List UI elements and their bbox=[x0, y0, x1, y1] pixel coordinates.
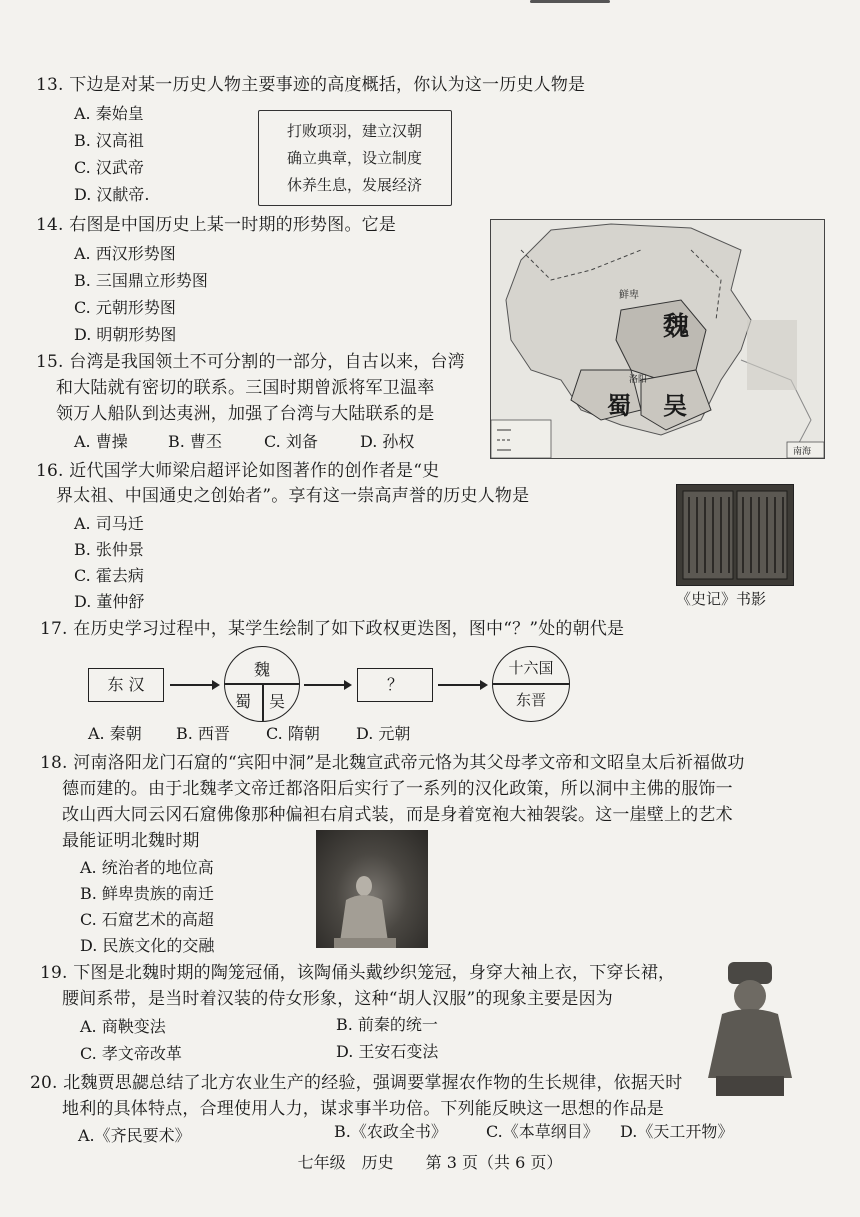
q17-option-a: A. 秦朝 bbox=[88, 724, 142, 743]
q17-option-d: D. 元朝 bbox=[356, 724, 411, 743]
book-left-page bbox=[683, 491, 733, 579]
q18-option-c: C. 石窟艺术的高超 bbox=[80, 910, 214, 929]
flow-box-question: ？ bbox=[357, 668, 433, 702]
figurine-base bbox=[716, 1076, 784, 1096]
q13-option-c: C. 汉武帝 bbox=[74, 158, 144, 177]
q17-option-b: B. 西晋 bbox=[176, 724, 230, 743]
q16-option-a: A. 司马迁 bbox=[74, 514, 144, 533]
map-legend bbox=[491, 420, 551, 458]
q13-box-line-2: 确立典章，设立制度 bbox=[287, 149, 423, 167]
q18-option-a: A. 统治者的地位高 bbox=[80, 858, 214, 877]
map-label-shu: 蜀 bbox=[607, 391, 631, 420]
q19-option-a: A. 商鞅变法 bbox=[80, 1017, 166, 1036]
flow-circle-dongjin bbox=[492, 646, 570, 722]
q13-box-line-3: 休养生息，发展经济 bbox=[287, 176, 423, 194]
q13-stem: 13. 下边是对某一历史人物主要事迹的高度概括，你认为这一历史人物是 bbox=[36, 75, 586, 95]
q14-option-d: D. 明朝形势图 bbox=[74, 325, 177, 344]
map-label-luoyang: 洛阳 bbox=[629, 375, 648, 385]
q13-summary-box bbox=[258, 110, 452, 206]
q18-line-4: 最能证明北魏时期 bbox=[62, 831, 200, 851]
flow-label-dongjin: 东晋 bbox=[515, 691, 546, 709]
q15-line-3: 领万人船队到达夷洲，加强了台湾与大陆联系的是 bbox=[56, 404, 435, 424]
q16-option-d: D. 董仲舒 bbox=[74, 592, 145, 611]
map-drawing bbox=[491, 220, 824, 458]
q16-line-1: 16. 近代国学大师梁启超评论如图著作的创作者是“史 bbox=[36, 461, 440, 481]
q19-option-b: B. 前秦的统一 bbox=[336, 1015, 438, 1034]
flow-label-sixteen: 十六国 bbox=[508, 659, 554, 677]
q13-option-a: A. 秦始皇 bbox=[74, 104, 144, 123]
book-right-page bbox=[737, 491, 787, 579]
map-label-wei: 魏 bbox=[663, 312, 690, 342]
circle-divider-v bbox=[262, 683, 264, 721]
q15-line-2: 和大陆就有密切的联系。三国时期曾派将军卫温率 bbox=[56, 378, 435, 398]
map-label-wu: 吴 bbox=[663, 391, 687, 420]
flow-label-wu: 吴 bbox=[269, 692, 286, 711]
q13-option-d: D. 汉献帝. bbox=[74, 185, 150, 204]
buddha-head bbox=[356, 876, 372, 896]
q18-line-1: 18. 河南洛阳龙门石窟的“宾阳中洞”是北魏宣武帝元恪为其父母孝文帝和文昭皇太后祈福做功 bbox=[40, 753, 745, 773]
q16-line-2: 界太祖、中国通史之创始者”。享有这一崇高声誉的历史人物是 bbox=[56, 486, 530, 506]
q13-option-b: B. 汉高祖 bbox=[74, 131, 144, 150]
q20-option-d: D.《天工开物》 bbox=[620, 1122, 734, 1141]
flow-label-shu: 蜀 bbox=[235, 692, 252, 711]
q14-option-c: C. 元朝形势图 bbox=[74, 298, 176, 317]
q19-option-c: C. 孝文帝改革 bbox=[80, 1044, 182, 1063]
q20-option-c: C.《本草纲目》 bbox=[486, 1122, 599, 1141]
q16-option-c: C. 霍去病 bbox=[74, 566, 144, 585]
page-footer: 七年级 历史 第 3 页（共 6 页） bbox=[297, 1153, 563, 1172]
q15-line-1: 15. 台湾是我国领土不可分割的一部分，自古以来，台湾 bbox=[36, 352, 465, 372]
map-label-xianbei: 鲜卑 bbox=[619, 290, 639, 301]
q19-line-1: 19. 下图是北魏时期的陶笼冠俑，该陶俑头戴纱织笼冠，身穿大袖上衣，下穿长裙， bbox=[40, 963, 676, 983]
flow-label-wei: 魏 bbox=[253, 660, 270, 679]
figurine-robe bbox=[708, 1009, 792, 1078]
scan-mark bbox=[530, 0, 610, 3]
q20-option-a: A.《齐民要术》 bbox=[78, 1126, 191, 1145]
q18-line-2: 德而建的。由于北魏孝文帝迁都洛阳后实行了一系列的汉化政策，所以洞中主佛的服饰一 bbox=[62, 779, 733, 799]
flow-box-donghan: 东 汉 bbox=[88, 668, 164, 702]
q14-option-a: A. 西汉形势图 bbox=[74, 244, 176, 263]
binyang-cave-photo bbox=[316, 830, 428, 948]
book-page-drawing bbox=[677, 485, 793, 585]
q15-option-a: A. 曹操 bbox=[74, 432, 128, 451]
q20-option-b: B.《农政全书》 bbox=[334, 1122, 447, 1141]
q14-stem: 14. 右图是中国历史上某一时期的形势图。它是 bbox=[36, 215, 397, 235]
map-sea-area bbox=[747, 320, 797, 390]
q17-stem: 17. 在历史学习过程中，某学生绘制了如下政权更迭图，图中“？”处的朝代是 bbox=[40, 619, 625, 639]
three-kingdoms-map bbox=[490, 219, 825, 459]
q20-line-1: 20. 北魏贾思勰总结了北方农业生产的经验，强调要掌握农作物的生长规律，依据天时 bbox=[30, 1073, 683, 1093]
q18-option-b: B. 鲜卑贵族的南迁 bbox=[80, 884, 214, 903]
pottery-figurine-photo bbox=[700, 958, 800, 1098]
circle-divider-2 bbox=[493, 683, 569, 685]
q16-option-b: B. 张仲景 bbox=[74, 540, 144, 559]
buddha-body bbox=[340, 895, 388, 942]
map-label-nanhai: 南海 bbox=[793, 447, 812, 457]
flow-circle-three-kingdoms bbox=[224, 646, 300, 722]
q20-line-2: 地利的具体特点，合理使用人力，谋求事半功倍。下列能反映这一思想的作品是 bbox=[62, 1099, 664, 1119]
q17-option-c: C. 隋朝 bbox=[266, 724, 320, 743]
q18-option-d: D. 民族文化的交融 bbox=[80, 936, 215, 955]
q15-option-d: D. 孙权 bbox=[360, 432, 415, 451]
flow-arrow-3 bbox=[438, 684, 486, 686]
q19-line-2: 腰间系带，是当时着汉装的侍女形象，这种“胡人汉服”的现象主要是因为 bbox=[62, 989, 613, 1009]
figurine-drawing bbox=[700, 958, 800, 1098]
q14-option-b: B. 三国鼎立形势图 bbox=[74, 271, 208, 290]
flow-arrow-1 bbox=[170, 684, 218, 686]
q18-line-3: 改山西大同云冈石窟佛像那种偏袒右肩式装，而是身着宽袍大袖袈裟。这一崖壁上的艺术 bbox=[62, 805, 733, 825]
shiji-book-photo bbox=[676, 484, 794, 586]
flow-arrow-2 bbox=[304, 684, 350, 686]
shiji-caption: 《史记》书影 bbox=[676, 590, 767, 608]
figurine-face bbox=[734, 980, 766, 1012]
q15-option-b: B. 曹丕 bbox=[168, 432, 222, 451]
q13-box-line-1: 打败项羽，建立汉朝 bbox=[287, 122, 423, 140]
q15-option-c: C. 刘备 bbox=[264, 432, 318, 451]
buddha-pedestal bbox=[334, 938, 396, 948]
buddha-figure bbox=[316, 830, 428, 948]
q19-option-d: D. 王安石变法 bbox=[336, 1042, 439, 1061]
